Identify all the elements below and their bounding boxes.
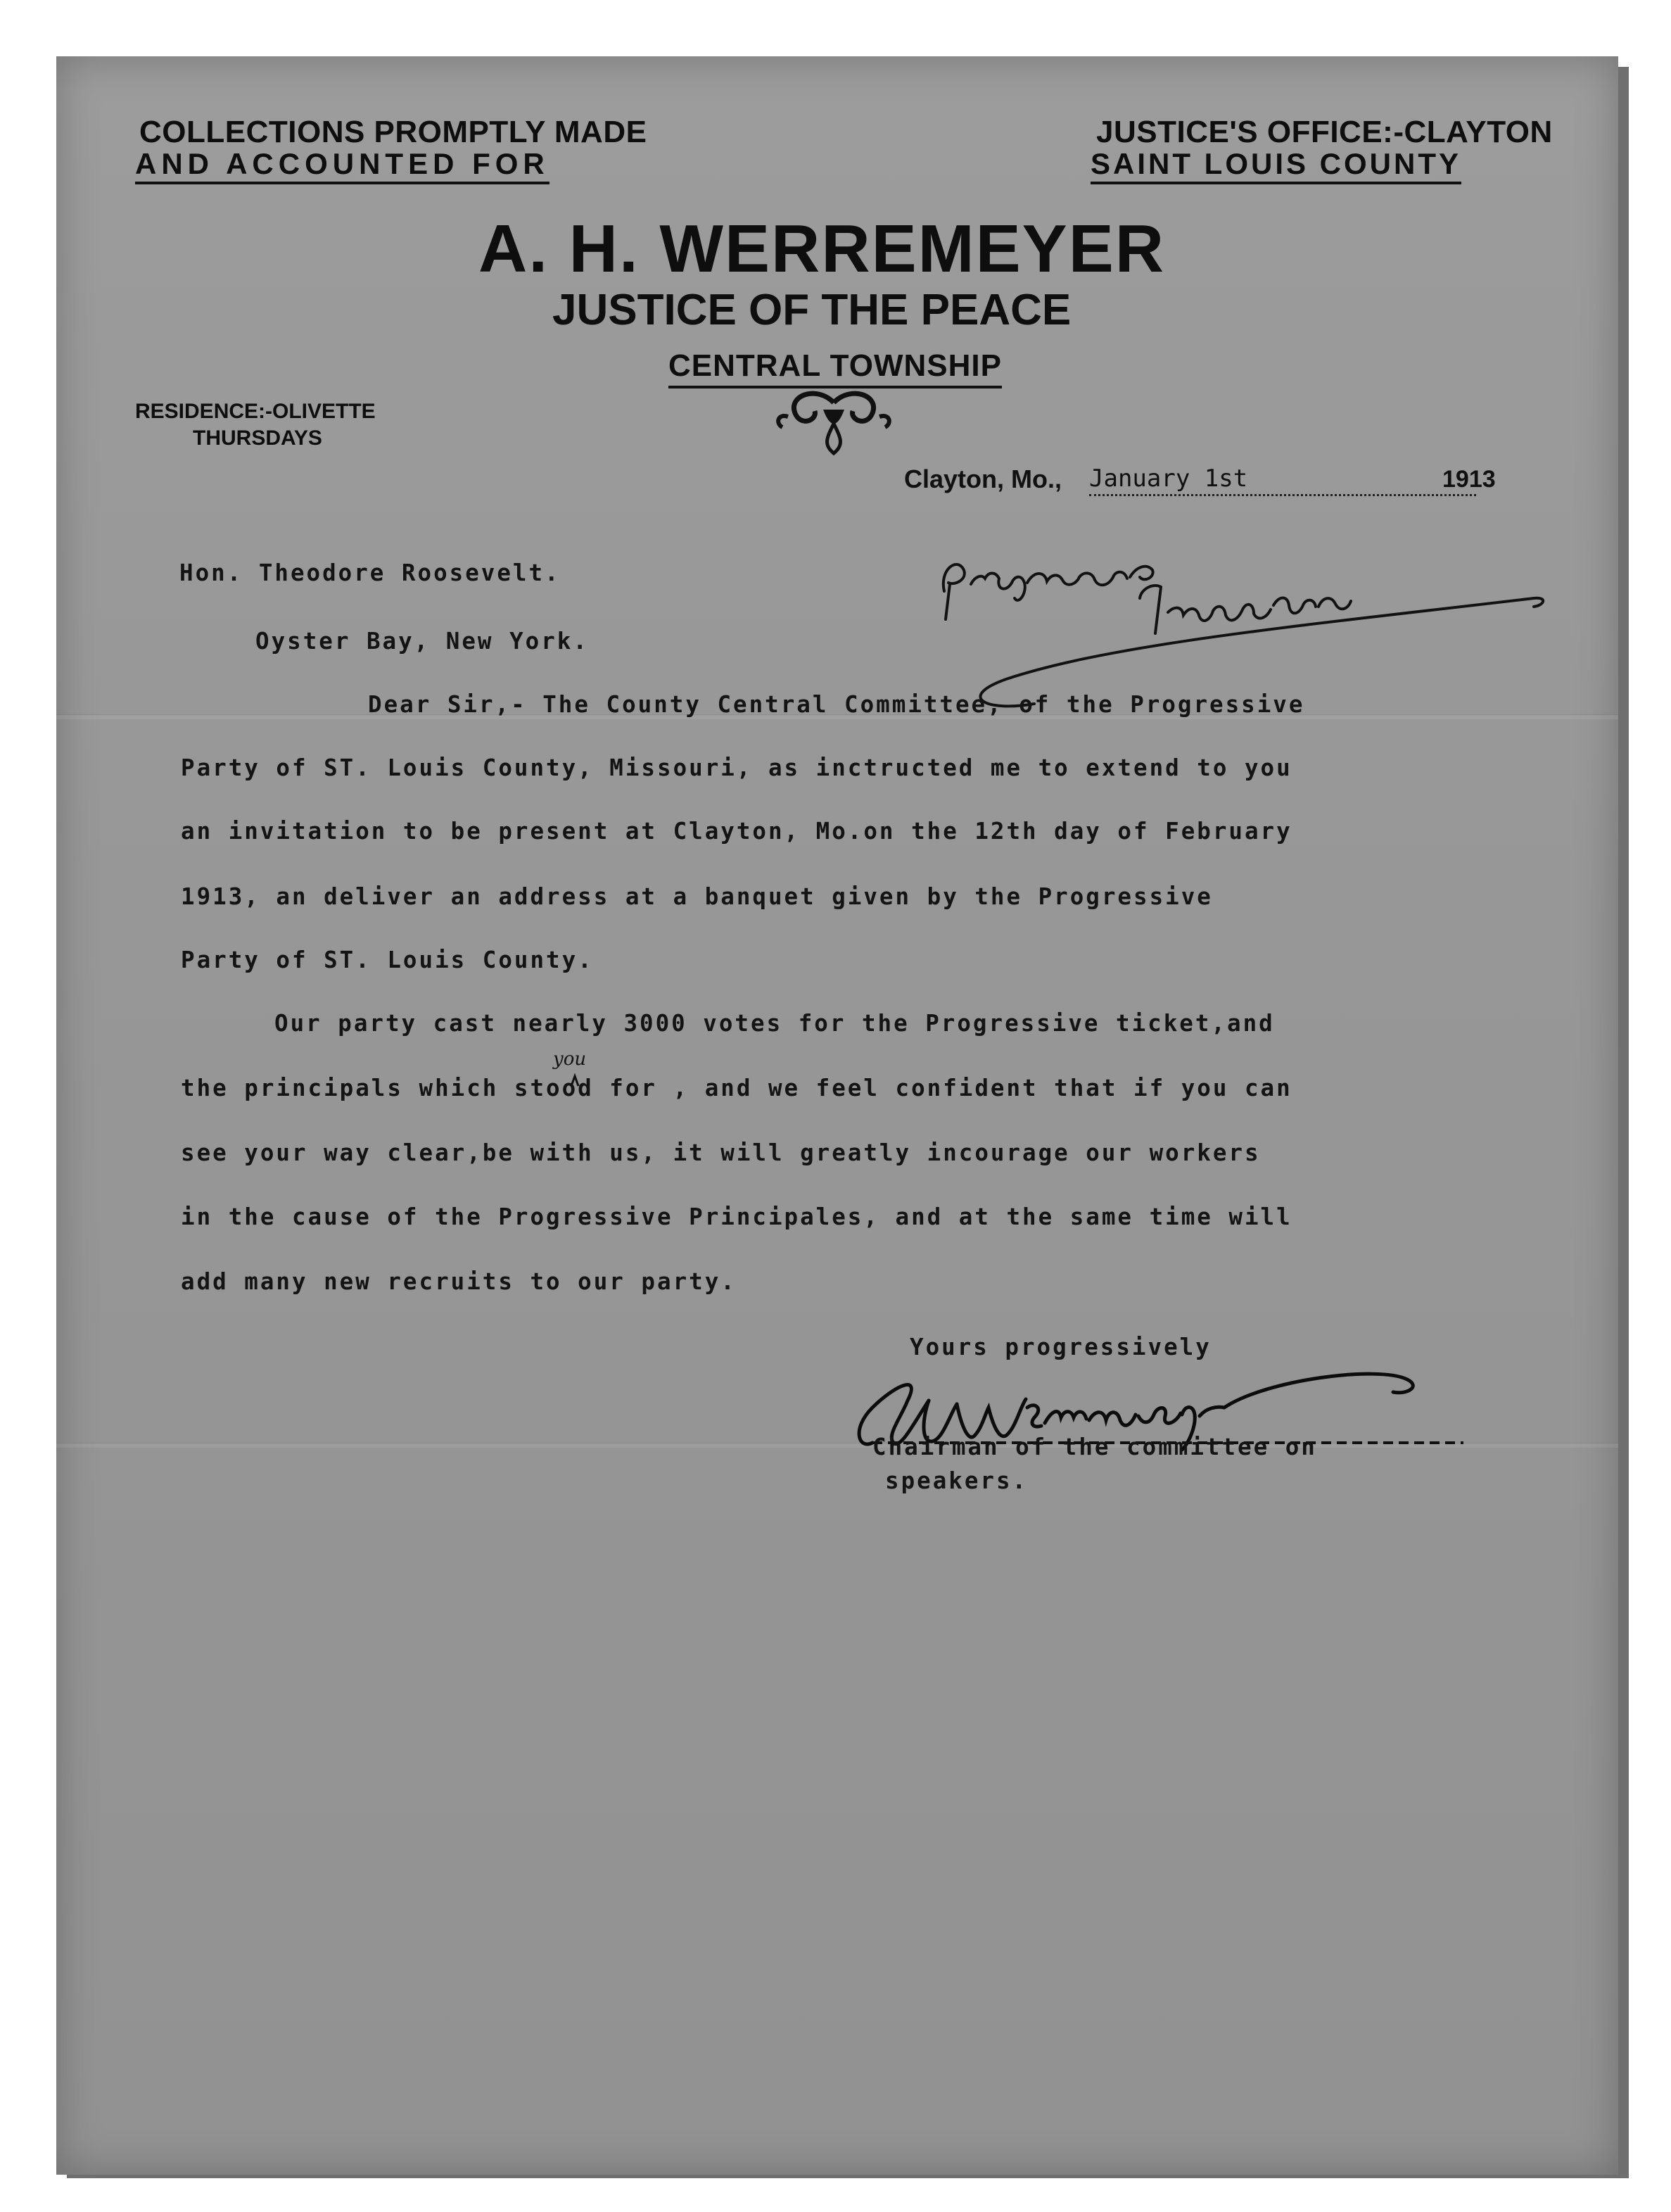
body-line: in the cause of the Progressive Principales, and at the same time will (181, 1203, 1292, 1230)
body-line: an invitation to be present at Clayton, Mo.on the 12th day of February (181, 818, 1292, 845)
letterhead-collections: COLLECTIONS PROMPTLY MADE (139, 115, 647, 149)
dateline-date (1089, 464, 1476, 496)
body-line: Party of ST. Louis County, Missouri, as inctructed me to extend to you (181, 754, 1292, 781)
body-line: Our party cast nearly 3000 votes for the Progressive ticket,and (274, 1010, 1275, 1037)
valediction: Yours progressively (910, 1334, 1212, 1360)
body-line: add many new recruits to our party. (181, 1268, 737, 1295)
body-line: the principals which stood for , and we feel confident that if you can (181, 1075, 1292, 1101)
dateline-place: Clayton, Mo., (904, 464, 1062, 493)
letterhead-office: JUSTICE'S OFFICE:-CLAYTON (1096, 115, 1553, 149)
body-line: Party of ST. Louis County. (181, 947, 594, 973)
ornament-icon (774, 388, 894, 456)
handwritten-insertion: you (553, 1049, 587, 1070)
body-line: see your way clear,be with us, it will greatly incourage our workers (181, 1139, 1261, 1166)
body-line: 1913, an deliver an address at a banquet given by the Progressive (181, 883, 1213, 910)
letterhead-title: JUSTICE OF THE PEACE (552, 286, 1072, 334)
letter-page (56, 56, 1618, 2175)
recipient-name: Hon. Theodore Roosevelt. (179, 560, 561, 586)
recipient-location: Oyster Bay, New York. (255, 628, 589, 655)
signature-title-continued: speakers. (885, 1467, 1029, 1494)
letterhead-accounted: AND ACCOUNTED FOR (135, 149, 549, 184)
body-line: Dear Sir,- The County Central Committee, of the Progressive (368, 691, 1305, 718)
letterhead-residence: RESIDENCE:-OLIVETTE (135, 400, 376, 423)
signature-title: Chairman of the committee on (872, 1434, 1317, 1460)
dateline-date-text: January 1st (1089, 464, 1248, 493)
letterhead-residence-day: THURSDAYS (193, 426, 322, 450)
letterhead-name: A. H. WERREMEYER (478, 211, 1166, 286)
dateline-year: 1913 (1442, 466, 1496, 493)
letterhead-county: SAINT LOUIS COUNTY (1091, 149, 1461, 184)
letterhead-township: CENTRAL TOWNSHIP (668, 350, 1002, 388)
